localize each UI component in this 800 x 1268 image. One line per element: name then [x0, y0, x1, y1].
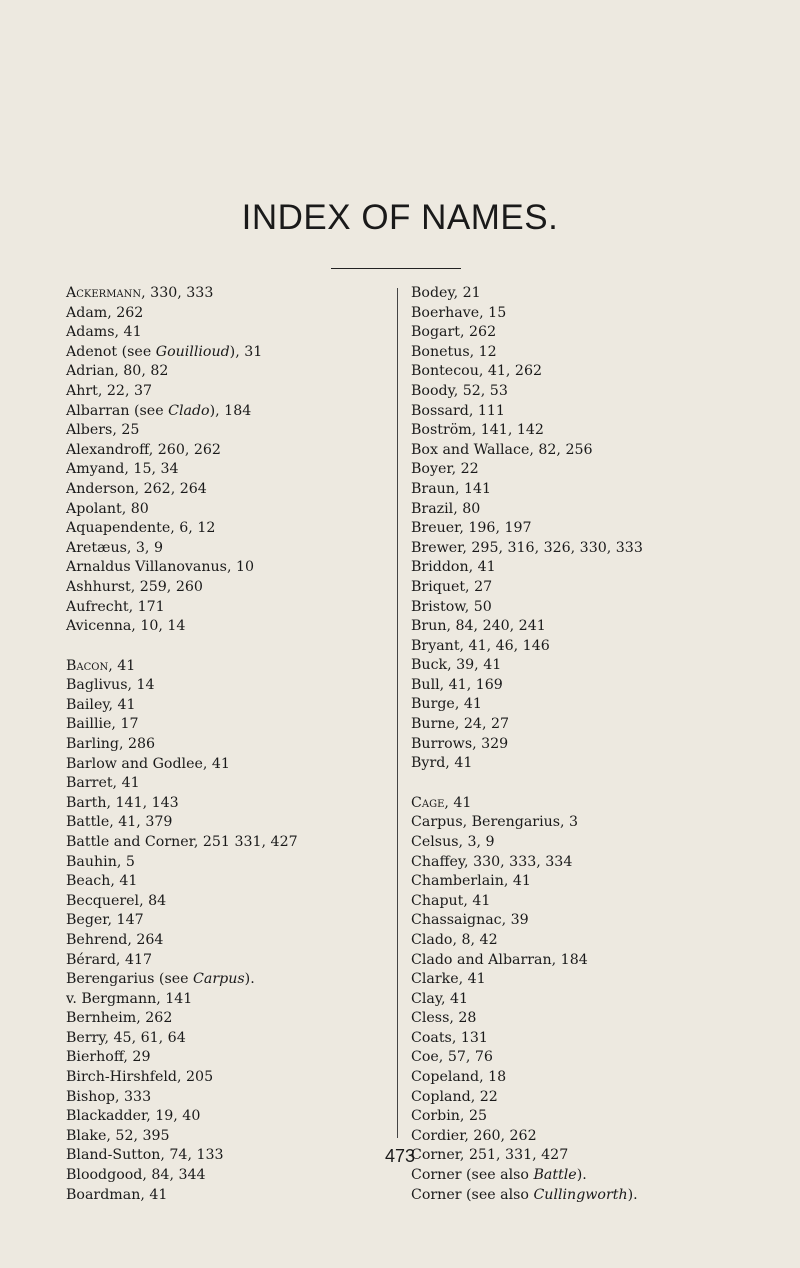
index-entry-name: Birch-Hirshfeld, 205: [66, 1069, 214, 1086]
index-entry-suffix: ).: [576, 1167, 587, 1184]
index-entry-name: Corbin, 25: [411, 1108, 488, 1125]
index-entry-name: Albers, 25: [66, 422, 140, 439]
index-entry-name: Clay, 41: [411, 990, 469, 1007]
index-entry-name: Breuer, 196, 197: [411, 520, 532, 537]
index-entry-crossref: Carpus: [193, 971, 245, 988]
index-entry-name: Burge, 41: [411, 696, 482, 713]
index-entry-name: Apolant, 80: [66, 500, 149, 517]
index-entry-name: Anderson, 262, 264: [66, 480, 207, 497]
index-entry-name: Coe, 57, 76: [411, 1049, 493, 1066]
index-entry: [411, 362, 643, 382]
index-entry-crossref: Gouillioud: [155, 343, 230, 360]
index-entry-name: Beach, 41: [66, 873, 138, 890]
index-entry-name: Ackermann,: [66, 285, 146, 301]
index-entry: [66, 696, 298, 716]
index-entry-name: Copland, 22: [411, 1088, 498, 1105]
index-entry: [66, 1029, 298, 1049]
index-entry-pages: 330, 333: [145, 285, 214, 301]
index-entry-name: Boardman, 41: [66, 1186, 168, 1203]
index-entry-name: v. Bergmann, 141: [66, 990, 193, 1007]
index-entry: [66, 284, 298, 304]
index-entry: [411, 951, 643, 971]
index-entry-name: Bossard, 111: [411, 402, 505, 419]
index-entry-name: Chassaignac, 39: [411, 912, 529, 929]
index-entry: [66, 1127, 298, 1147]
index-entry: [411, 892, 643, 912]
index-entry: [66, 931, 298, 951]
index-entry-suffix: ), 31: [229, 343, 263, 360]
index-entry: [411, 460, 643, 480]
index-entry-name: Adam, 262: [66, 304, 144, 321]
index-entry-name: Bontecou, 41, 262: [411, 363, 542, 380]
index-entry: [66, 990, 298, 1010]
index-entry: [411, 656, 643, 676]
index-entry-pages: 41: [112, 657, 136, 674]
index-entry: [411, 1107, 643, 1127]
index-entry: [66, 402, 298, 422]
index-entry-name: Bonetus, 12: [411, 343, 497, 360]
index-entry-name: Adrian, 80, 82: [66, 363, 169, 380]
index-entry: [411, 872, 643, 892]
index-entry: [411, 715, 643, 735]
index-entry: [66, 480, 298, 500]
index-entry-name: Corner, 251, 331, 427: [411, 1147, 569, 1164]
index-entry: [66, 539, 298, 559]
index-entry: [66, 813, 298, 833]
index-entry-name: Coats, 131: [411, 1029, 488, 1046]
index-entry-name: Battle and Corner, 251 331, 427: [66, 833, 298, 850]
index-entry-pages: 41: [448, 794, 472, 811]
index-entry: [411, 558, 643, 578]
index-entry-name: Barlow and Godlee, 41: [66, 755, 230, 772]
index-entry: [411, 519, 643, 539]
index-entry-name: Chaffey, 330, 333, 334: [411, 853, 573, 870]
index-entry-name: Burne, 24, 27: [411, 716, 510, 733]
index-entry-name: Briddon, 41: [411, 559, 496, 576]
index-entry: [66, 735, 298, 755]
index-entry: [411, 695, 643, 715]
index-entry: [66, 500, 298, 520]
title-rule: [331, 268, 461, 269]
index-entry-suffix: ).: [244, 971, 255, 988]
index-entry-name: Bland-Sutton, 74, 133: [66, 1147, 224, 1164]
index-entry: [66, 1166, 298, 1186]
index-entry: [411, 794, 643, 814]
index-entry-name: Avicenna, 10, 14: [66, 618, 186, 635]
index-entry: [66, 676, 298, 696]
index-entry-name: Bryant, 41, 46, 146: [411, 637, 550, 654]
index-entry-name: Brazil, 80: [411, 500, 481, 517]
index-entry-name: Aretæus, 3, 9: [66, 539, 163, 556]
index-entry: [411, 853, 643, 873]
index-entry-name: Albarran (see: [66, 402, 169, 419]
column-divider: [397, 288, 398, 1138]
index-entry: [411, 578, 643, 598]
index-entry: [411, 833, 643, 853]
index-entry: [66, 519, 298, 539]
index-entry-name: Bauhin, 5: [66, 853, 135, 870]
index-entry-name: Aufrecht, 171: [66, 598, 165, 615]
index-entry: [411, 617, 643, 637]
index-entry-name: Cordier, 260, 262: [411, 1127, 537, 1144]
index-entry: [66, 951, 298, 971]
index-entry: [411, 441, 643, 461]
index-entry-name: Bristow, 50: [411, 598, 492, 615]
index-entry: [411, 1048, 643, 1068]
index-entry-name: Baillie, 17: [66, 716, 139, 733]
index-entry-name: Alexandroff, 260, 262: [66, 441, 221, 458]
index-entry: [66, 460, 298, 480]
index-entry-name: Burrows, 329: [411, 735, 509, 752]
index-entry-name: Baglivus, 14: [66, 677, 155, 694]
index-entry: [411, 598, 643, 618]
index-entry: [411, 500, 643, 520]
index-entry-name: Battle, 41, 379: [66, 814, 173, 831]
index-entry: [411, 676, 643, 696]
index-entry: [411, 343, 643, 363]
index-entry: [66, 558, 298, 578]
index-entry-name: Bérard, 417: [66, 951, 153, 968]
index-entry-name: Celsus, 3, 9: [411, 833, 495, 850]
index-entry-name: Adams, 41: [66, 324, 142, 341]
index-entry-name: Briquet, 27: [411, 578, 493, 595]
index-entry-name: Braun, 141: [411, 480, 492, 497]
index-entry-name: Chaput, 41: [411, 892, 491, 909]
index-entry-name: Bull, 41, 169: [411, 676, 503, 693]
index-entry-name: Barling, 286: [66, 735, 156, 752]
index-entry: [411, 735, 643, 755]
page-number: 473: [384, 1146, 416, 1166]
index-entry-suffix: ), 184: [209, 402, 252, 419]
index-entry-name: Boody, 52, 53: [411, 382, 508, 399]
index-entry-name: Bailey, 41: [66, 696, 136, 713]
index-entry-name: Blackadder, 19, 40: [66, 1108, 201, 1125]
index-entry-name: Behrend, 264: [66, 931, 164, 948]
index-entry: [66, 441, 298, 461]
index-entry-name: Chamberlain, 41: [411, 873, 531, 890]
index-entry: [411, 990, 643, 1010]
index-entry: [411, 813, 643, 833]
index-entry-name: Boerhave, 15: [411, 304, 507, 321]
index-entry-name: Brun, 84, 240, 241: [411, 618, 546, 635]
index-entry-name: Barth, 141, 143: [66, 794, 179, 811]
index-entry-name: Bierhoff, 29: [66, 1049, 151, 1066]
index-entry-name: Aquapendente, 6, 12: [66, 520, 216, 537]
index-entry-name: Beger, 147: [66, 912, 144, 929]
index-column-right: [411, 284, 643, 1205]
index-entry-name: Barret, 41: [66, 775, 140, 792]
index-entry: [66, 774, 298, 794]
index-entry-name: Cless, 28: [411, 1010, 477, 1027]
index-entry-name: Ashhurst, 259, 260: [66, 578, 203, 595]
index-entry-name: Bacon,: [66, 657, 113, 674]
index-entry: [66, 970, 298, 990]
index-entry: [66, 598, 298, 618]
index-entry-name: Clarke, 41: [411, 971, 486, 988]
index-entry: [411, 323, 643, 343]
index-entry-name: Ahrt, 22, 37: [66, 382, 153, 399]
index-entry: [66, 421, 298, 441]
index-entry: [411, 1009, 643, 1029]
index-entry-crossref: Clado: [168, 402, 210, 419]
index-entry-name: Boström, 141, 142: [411, 422, 544, 439]
index-entry: [66, 343, 298, 363]
index-entry-name: Becquerel, 84: [66, 892, 167, 909]
index-entry-name: Brewer, 295, 316, 326, 330, 333: [411, 539, 643, 556]
index-entry-name: Clado, 8, 42: [411, 931, 498, 948]
index-entry-name: Clado and Albarran, 184: [411, 951, 588, 968]
index-entry-name: Bernheim, 262: [66, 1010, 173, 1027]
index-entry: [411, 421, 643, 441]
index-entry: [66, 794, 298, 814]
index-entry-name: Byrd, 41: [411, 755, 473, 772]
index-entry: [411, 402, 643, 422]
index-entry: [66, 657, 298, 677]
index-entry: [411, 637, 643, 657]
index-entry-name: Bloodgood, 84, 344: [66, 1167, 206, 1184]
index-entry: [411, 1088, 643, 1108]
index-entry-name: Adenot (see: [66, 343, 156, 360]
index-entry: [411, 284, 643, 304]
index-entry-name: Berry, 45, 61, 64: [66, 1029, 186, 1046]
index-entry: [66, 304, 298, 324]
index-entry: [66, 1048, 298, 1068]
index-entry: [411, 1029, 643, 1049]
index-entry: [66, 1009, 298, 1029]
index-entry-name: Corner (see also: [411, 1167, 534, 1184]
index-entry: [411, 911, 643, 931]
index-entry: [66, 715, 298, 735]
index-entry: [411, 539, 643, 559]
index-entry: [411, 382, 643, 402]
index-entry: [411, 754, 643, 794]
index-entry: [411, 1166, 643, 1186]
page-title: INDEX OF NAMES.: [241, 198, 559, 237]
index-entry: [66, 1068, 298, 1088]
index-entry-name: Copeland, 18: [411, 1069, 507, 1086]
index-entry: [411, 1127, 643, 1147]
index-entry-name: Buck, 39, 41: [411, 657, 502, 674]
index-entry-name: Blake, 52, 395: [66, 1127, 170, 1144]
index-entry: [66, 323, 298, 343]
index-entry: [66, 911, 298, 931]
index-entry-name: Bishop, 333: [66, 1088, 152, 1105]
index-entry-name: Arnaldus Villanovanus, 10: [66, 559, 255, 576]
index-entry: [66, 578, 298, 598]
index-entry-crossref: Cullingworth: [533, 1186, 628, 1203]
index-entry: [66, 362, 298, 382]
index-entry-name: Cage,: [411, 794, 449, 811]
index-entry-suffix: ).: [627, 1186, 638, 1203]
index-entry: [66, 1088, 298, 1108]
index-entry: [411, 1068, 643, 1088]
index-entry-name: Box and Wallace, 82, 256: [411, 441, 593, 458]
index-entry-name: Carpus, Berengarius, 3: [411, 814, 579, 831]
index-entry: [411, 1186, 643, 1206]
index-entry: [66, 382, 298, 402]
index-entry-name: Corner (see also: [411, 1186, 534, 1203]
index-entry-crossref: Battle: [533, 1167, 577, 1184]
index-entry: [66, 872, 298, 892]
index-entry: [411, 931, 643, 951]
index-entry-name: Bogart, 262: [411, 324, 497, 341]
index-entry: [66, 1186, 298, 1206]
index-entry: [66, 833, 298, 853]
index-entry: [411, 480, 643, 500]
index-entry-name: Berengarius (see: [66, 971, 194, 988]
index-entry: [66, 892, 298, 912]
index-entry-name: Boyer, 22: [411, 461, 479, 478]
index-entry: [411, 970, 643, 990]
index-entry-name: Bodey, 21: [411, 285, 481, 301]
index-entry: [66, 1107, 298, 1127]
index-entry: [66, 617, 298, 657]
index-entry: [66, 853, 298, 873]
index-entry: [66, 755, 298, 775]
index-column-left: [66, 284, 298, 1205]
index-entry-name: Amyand, 15, 34: [66, 461, 179, 478]
index-entry: [411, 304, 643, 324]
